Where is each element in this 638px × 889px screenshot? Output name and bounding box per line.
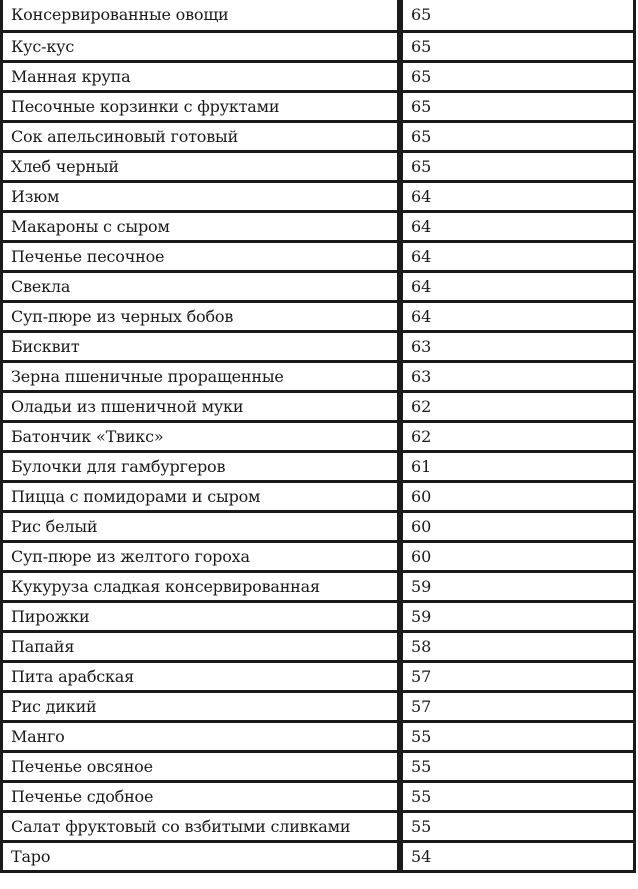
table-row (3, 453, 636, 483)
food-name-cell: Батончик «Твикс» (3, 423, 400, 453)
glycemic-index-cell: 59 (400, 573, 636, 603)
food-name-cell: Пита арабская (3, 663, 400, 693)
glycemic-index-cell: 55 (400, 723, 636, 753)
table-row (3, 153, 636, 183)
glycemic-index-cell: 61 (400, 453, 636, 483)
table-row (3, 123, 636, 153)
table-row (3, 843, 636, 873)
table-row (3, 393, 636, 423)
glycemic-index-cell: 60 (400, 483, 636, 513)
glycemic-index-cell: 62 (400, 423, 636, 453)
glycemic-index-cell: 57 (400, 693, 636, 723)
table-row (3, 33, 636, 63)
glycemic-index-cell: 62 (400, 393, 636, 423)
glycemic-index-cell: 57 (400, 663, 636, 693)
table-row (3, 543, 636, 573)
glycemic-index-cell: 60 (400, 513, 636, 543)
food-name-cell: Оладьи из пшеничной муки (3, 393, 400, 423)
food-name-cell: Рис дикий (3, 693, 400, 723)
food-name-cell: Суп-пюре из черных бобов (3, 303, 400, 333)
glycemic-index-cell: 64 (400, 243, 636, 273)
glycemic-index-cell: 59 (400, 603, 636, 633)
food-name-cell: Булочки для гамбургеров (3, 453, 400, 483)
table-row (3, 63, 636, 93)
table-row (3, 813, 636, 843)
table-row (3, 183, 636, 213)
glycemic-index-cell: 55 (400, 813, 636, 843)
food-name-cell: Печенье песочное (3, 243, 400, 273)
glycemic-index-cell: 65 (400, 93, 636, 123)
table-row (3, 213, 636, 243)
glycemic-index-cell: 65 (400, 0, 636, 33)
food-name-cell: Пирожки (3, 603, 400, 633)
food-name-cell: Рис белый (3, 513, 400, 543)
food-name-cell: Печенье овсяное (3, 753, 400, 783)
table-row (3, 693, 636, 723)
food-name-cell: Таро (3, 843, 400, 873)
food-name-cell: Песочные корзинки с фруктами (3, 93, 400, 123)
glycemic-index-cell: 54 (400, 843, 636, 873)
table-row (3, 573, 636, 603)
table-row (3, 513, 636, 543)
food-name-cell: Изюм (3, 183, 400, 213)
food-name-cell: Кукуруза сладкая консервированная (3, 573, 400, 603)
table-row (3, 423, 636, 453)
food-name-cell: Зерна пшеничные проращенные (3, 363, 400, 393)
food-name-cell: Суп-пюре из желтого гороха (3, 543, 400, 573)
food-name-cell: Манго (3, 723, 400, 753)
glycemic-index-cell: 65 (400, 63, 636, 93)
glycemic-index-cell: 63 (400, 333, 636, 363)
glycemic-index-cell: 55 (400, 783, 636, 813)
glycemic-index-cell: 65 (400, 33, 636, 63)
food-name-cell: Печенье сдобное (3, 783, 400, 813)
food-name-cell: Консервированные овощи (3, 0, 400, 33)
glycemic-index-cell: 65 (400, 123, 636, 153)
table-body (3, 0, 636, 873)
food-name-cell: Пицца с помидорами и сыром (3, 483, 400, 513)
glycemic-index-cell: 63 (400, 363, 636, 393)
table-row (3, 303, 636, 333)
food-name-cell: Хлеб черный (3, 153, 400, 183)
table-row (3, 243, 636, 273)
glycemic-index-cell: 58 (400, 633, 636, 663)
table-row (3, 723, 636, 753)
glycemic-index-cell: 64 (400, 273, 636, 303)
food-name-cell: Кус-кус (3, 33, 400, 63)
table-row (3, 0, 636, 33)
glycemic-index-cell: 60 (400, 543, 636, 573)
glycemic-index-cell: 55 (400, 753, 636, 783)
glycemic-index-cell: 64 (400, 303, 636, 333)
table-row (3, 333, 636, 363)
table-row (3, 663, 636, 693)
table-row (3, 483, 636, 513)
table-row (3, 783, 636, 813)
table-row (3, 273, 636, 303)
glycemic-index-cell: 64 (400, 213, 636, 243)
food-name-cell: Папайя (3, 633, 400, 663)
food-name-cell: Манная крупа (3, 63, 400, 93)
glycemic-index-cell: 64 (400, 183, 636, 213)
glycemic-index-cell: 65 (400, 153, 636, 183)
table-row (3, 363, 636, 393)
food-name-cell: Макароны с сыром (3, 213, 400, 243)
table-row (3, 93, 636, 123)
food-name-cell: Салат фруктовый со взбитыми сливками (3, 813, 400, 843)
table-row (3, 603, 636, 633)
food-name-cell: Бисквит (3, 333, 400, 363)
food-name-cell: Свекла (3, 273, 400, 303)
table-row (3, 753, 636, 783)
food-name-cell: Сок апельсиновый готовый (3, 123, 400, 153)
table-row (3, 633, 636, 663)
